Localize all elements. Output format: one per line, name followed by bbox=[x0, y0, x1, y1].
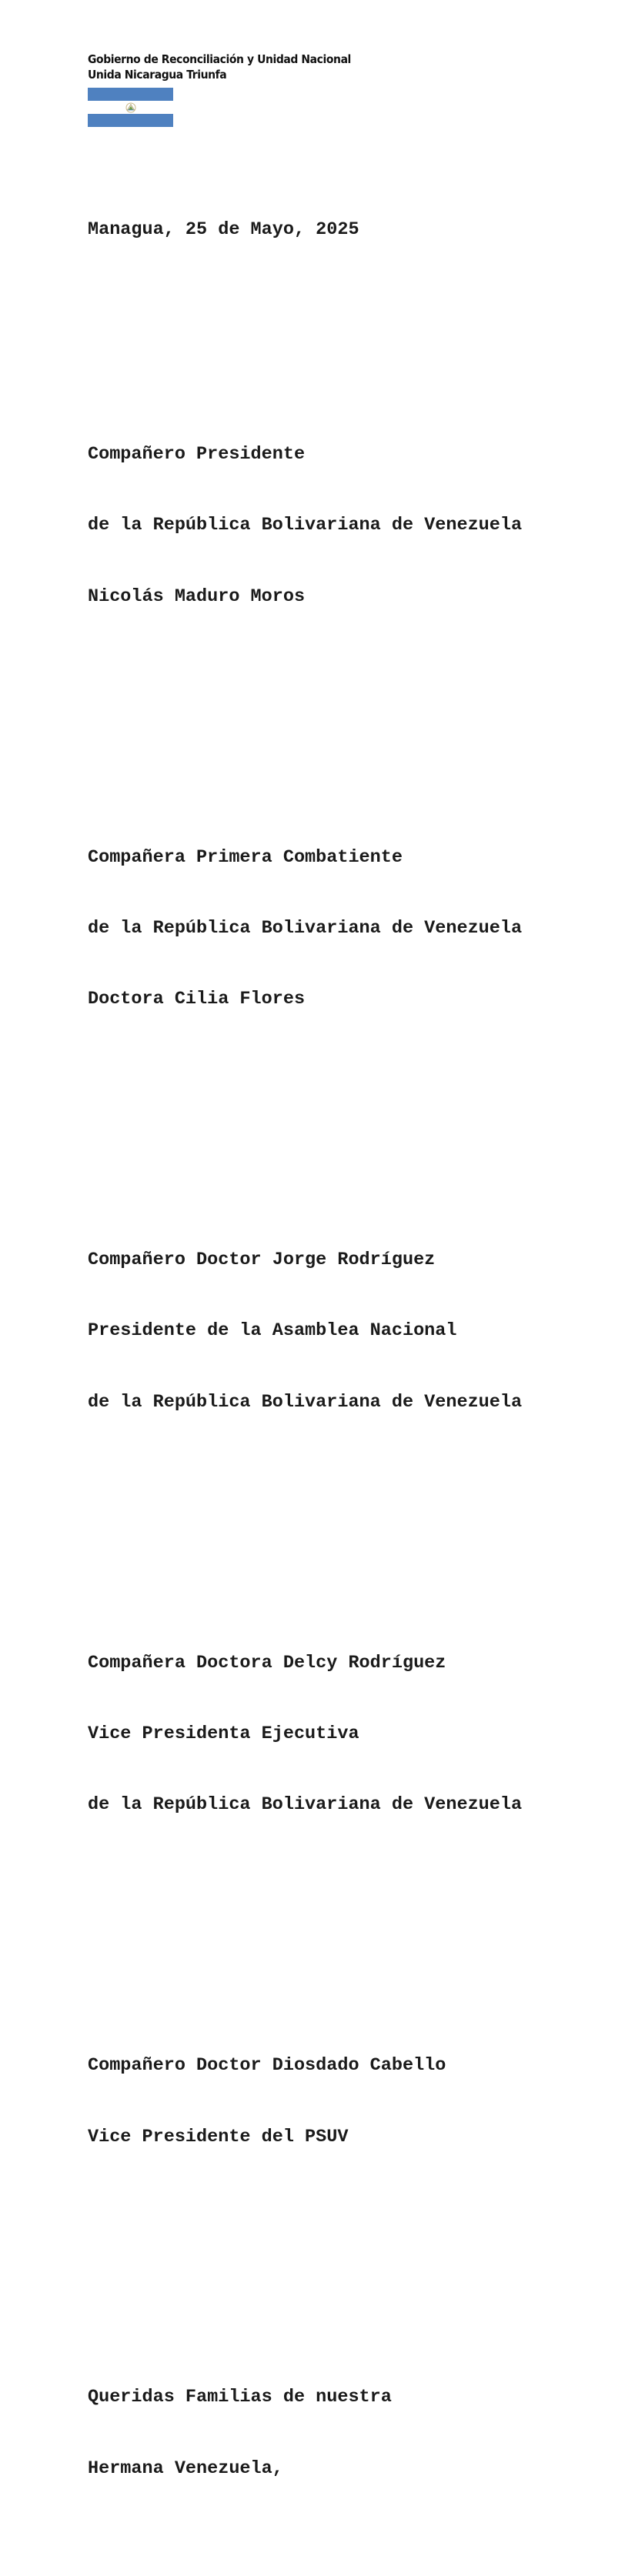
nicaragua-flag-icon bbox=[88, 88, 173, 127]
coat-of-arms-icon bbox=[125, 102, 136, 113]
addressee-line: Compañero Doctor Diosdado Cabello bbox=[88, 2055, 446, 2077]
spacer bbox=[88, 704, 522, 728]
addressee-line: de la República Bolivariana de Venezuela bbox=[88, 1794, 523, 1816]
letterhead bbox=[88, 52, 371, 82]
addressee-line: Doctora Cilia Flores bbox=[88, 989, 306, 1010]
addressee-line: Vice Presidenta Ejecutiva bbox=[88, 1723, 359, 1744]
salutation-line: Hermana Venezuela, bbox=[88, 2458, 283, 2479]
addressee-block-president bbox=[88, 395, 522, 656]
addressee-line: de la República Bolivariana de Venezuela bbox=[88, 1391, 523, 1413]
addressee-line: Compañera Primera Combatiente bbox=[88, 846, 403, 868]
spacer bbox=[88, 1106, 522, 1130]
addressee-line: de la República Bolivariana de Venezuela bbox=[88, 515, 523, 536]
spacer bbox=[88, 289, 522, 325]
addressee-block-first-combatant bbox=[88, 799, 522, 1059]
addressee-line: Nicolás Maduro Moros bbox=[88, 586, 306, 607]
flag-band-middle bbox=[88, 101, 173, 114]
addressee-line: Compañero Doctor Jorge Rodríguez bbox=[88, 1250, 436, 1271]
addressee-block-psuv-vice-president bbox=[88, 2007, 522, 2197]
salutation-line: Queridas Familias de nuestra bbox=[88, 2387, 392, 2408]
addressee-block-vice-president bbox=[88, 1604, 522, 1865]
letter-body bbox=[88, 171, 522, 2576]
addressee-block-assembly-president bbox=[88, 1201, 522, 1462]
addressee-line: Compañera Doctora Delcy Rodríguez bbox=[88, 1652, 446, 1673]
addressee-line: de la República Bolivariana de Venezuela bbox=[88, 917, 523, 939]
spacer bbox=[88, 1510, 522, 1533]
spacer bbox=[88, 1912, 522, 1936]
flag-band-top bbox=[88, 88, 173, 101]
addressee-line: Compañero Presidente bbox=[88, 443, 306, 465]
flag-band-bottom bbox=[88, 114, 173, 127]
salutation bbox=[88, 2339, 522, 2528]
spacer bbox=[88, 2244, 522, 2268]
letter-date: Managua, 25 de Mayo, 2025 bbox=[88, 219, 359, 240]
addressee-line: Presidente de la Asamblea Nacional bbox=[88, 1320, 457, 1342]
letterhead-government-name: Gobierno de Reconciliación y Unidad Nacional bbox=[88, 52, 351, 66]
addressee-line: Vice Presidente del PSUV bbox=[88, 2126, 349, 2147]
letterhead-slogan: Unida Nicaragua Triunfa bbox=[88, 68, 227, 82]
